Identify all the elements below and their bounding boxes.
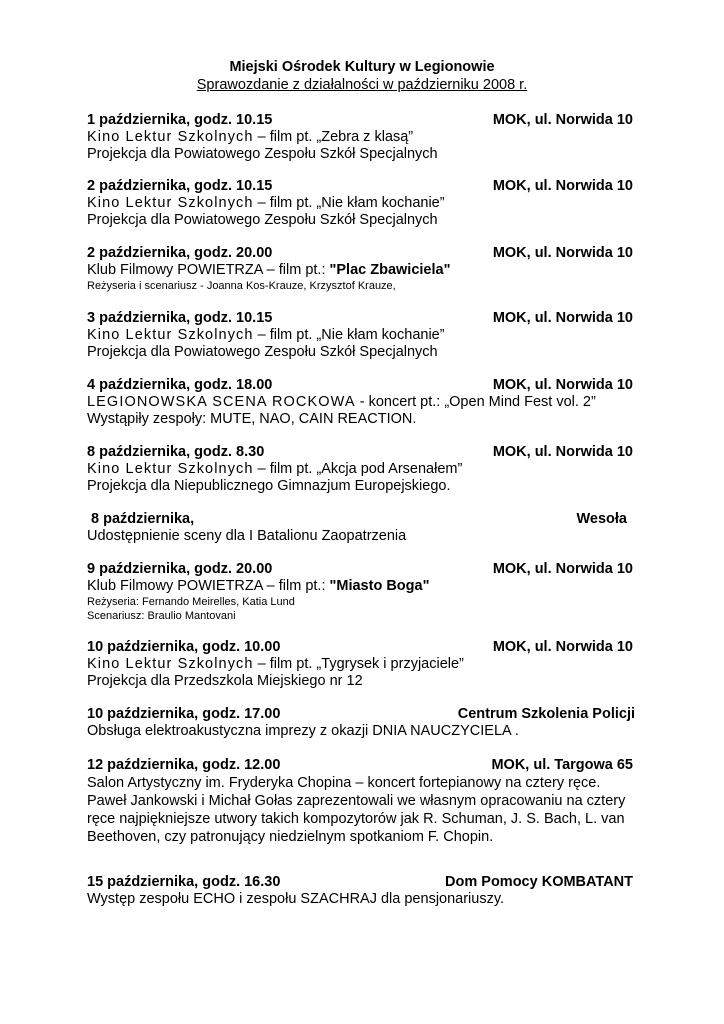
event-series: Kino Lektur Szkolnych	[87, 327, 254, 343]
event-entry	[87, 639, 633, 690]
event-description: Występ zespołu ECHO i zespołu SZACHRAJ dla pensjonariuszy.	[87, 891, 505, 907]
event-place: MOK, ul. Norwida 10	[492, 639, 633, 655]
event-entry	[87, 706, 635, 740]
event-date: 2 października, godz. 10.15	[87, 178, 273, 194]
event-place: Wesoła	[576, 511, 627, 527]
event-description: Projekcja dla Powiatowego Zespołu Szkół Specjalnych	[87, 212, 438, 228]
event-entry	[87, 757, 633, 846]
event-entry	[87, 178, 633, 229]
event-title: "Miasto Boga"	[329, 578, 430, 594]
document-header	[0, 58, 724, 94]
event-description: Obsługa elektroakustyczna imprezy z okazji DNIA NAUCZYCIELA .	[87, 723, 519, 739]
event-place: MOK, ul. Norwida 10	[492, 178, 633, 194]
event-place: MOK, ul. Targowa 65	[491, 757, 633, 773]
event-date: 4 października, godz. 18.00	[87, 377, 273, 393]
event-credits: Reżyseria i scenariusz - Joanna Kos-Krauze, Krzysztof Krauze,	[87, 280, 396, 292]
event-entry	[87, 377, 633, 428]
event-date: 3 października, godz. 10.15	[87, 310, 273, 326]
event-title: – film pt. „Tygrysek i przyjaciele”	[253, 656, 464, 672]
event-entry	[87, 245, 633, 293]
event-place: MOK, ul. Norwida 10	[492, 561, 633, 577]
event-date: 9 października, godz. 20.00	[87, 561, 273, 577]
event-entry	[87, 310, 633, 361]
event-date: 8 października, godz. 8.30	[87, 444, 265, 460]
event-description: Projekcja dla Przedszkola Miejskiego nr 12	[87, 673, 363, 689]
event-title: - koncert pt.: „Open Mind Fest vol. 2”	[355, 394, 596, 410]
event-place: MOK, ul. Norwida 10	[492, 310, 633, 326]
event-place: Dom Pomocy KOMBATANT	[445, 874, 633, 890]
event-description: Wystąpiły zespoły: MUTE, NAO, CAIN REACTION.	[87, 411, 417, 427]
event-series: Kino Lektur Szkolnych	[87, 656, 254, 672]
event-series: Kino Lektur Szkolnych	[87, 461, 254, 477]
event-entry	[87, 874, 633, 908]
document-title: Miejski Ośrodek Kultury w Legionowie	[229, 59, 495, 75]
event-entry	[87, 561, 633, 623]
event-title: – film pt. „Nie kłam kochanie”	[253, 195, 445, 211]
event-date: 1 października, godz. 10.15	[87, 112, 273, 128]
event-series: Klub Filmowy POWIETRZA – film pt.:	[87, 262, 330, 278]
event-date: 10 października, godz. 17.00	[87, 706, 281, 722]
event-entry	[87, 511, 633, 545]
event-place: MOK, ul. Norwida 10	[492, 444, 633, 460]
event-title: "Plac Zbawiciela"	[329, 262, 451, 278]
event-description: Projekcja dla Powiatowego Zespołu Szkół Specjalnych	[87, 344, 438, 360]
event-title: – film pt. „Zebra z klasą”	[253, 129, 414, 145]
event-date: 12 października, godz. 12.00	[87, 757, 281, 773]
event-series: LEGIONOWSKA SCENA ROCKOWA	[87, 394, 356, 410]
event-date: 8 października,	[91, 511, 195, 527]
event-date: 15 października, godz. 16.30	[87, 874, 281, 890]
event-series: Kino Lektur Szkolnych	[87, 195, 254, 211]
event-credits: Reżyseria: Fernando Meirelles, Katia Lund	[87, 596, 295, 608]
event-place: MOK, ul. Norwida 10	[492, 377, 633, 393]
event-credits: Scenariusz: Braulio Mantovani	[87, 610, 236, 622]
event-place: Centrum Szkolenia Policji	[457, 706, 635, 722]
event-series: Klub Filmowy POWIETRZA – film pt.:	[87, 578, 330, 594]
document-subtitle: Sprawozdanie z działalności w październiku 2008 r.	[196, 77, 528, 93]
event-place: MOK, ul. Norwida 10	[492, 112, 633, 128]
event-description: Udostępnienie sceny dla I Batalionu Zaopatrzenia	[87, 528, 407, 544]
event-title: – film pt. „Akcja pod Arsenałem”	[253, 461, 463, 477]
event-entry	[87, 112, 633, 163]
event-entry	[87, 444, 633, 495]
event-title: – film pt. „Nie kłam kochanie”	[253, 327, 445, 343]
event-date: 10 października, godz. 10.00	[87, 639, 281, 655]
event-date: 2 października, godz. 20.00	[87, 245, 273, 261]
event-description: Projekcja dla Powiatowego Zespołu Szkół Specjalnych	[87, 146, 438, 162]
event-place: MOK, ul. Norwida 10	[492, 245, 633, 261]
event-description: Salon Artystyczny im. Fryderyka Chopina – koncert fortepianowy na cztery ręce. Paweł Jankowski i Michał Gołas zaprezentowali we własnym opracowaniu na cztery ręce najpiękniejsze utwory takich kompozytorów jak R. Schuman, J. S. Bach, L. van Beethoven, czy patronujący niedzielnym spotkaniom F. Chopin.	[87, 775, 626, 845]
event-description: Projekcja dla Niepublicznego Gimnazjum Europejskiego.	[87, 478, 451, 494]
event-series: Kino Lektur Szkolnych	[87, 129, 254, 145]
